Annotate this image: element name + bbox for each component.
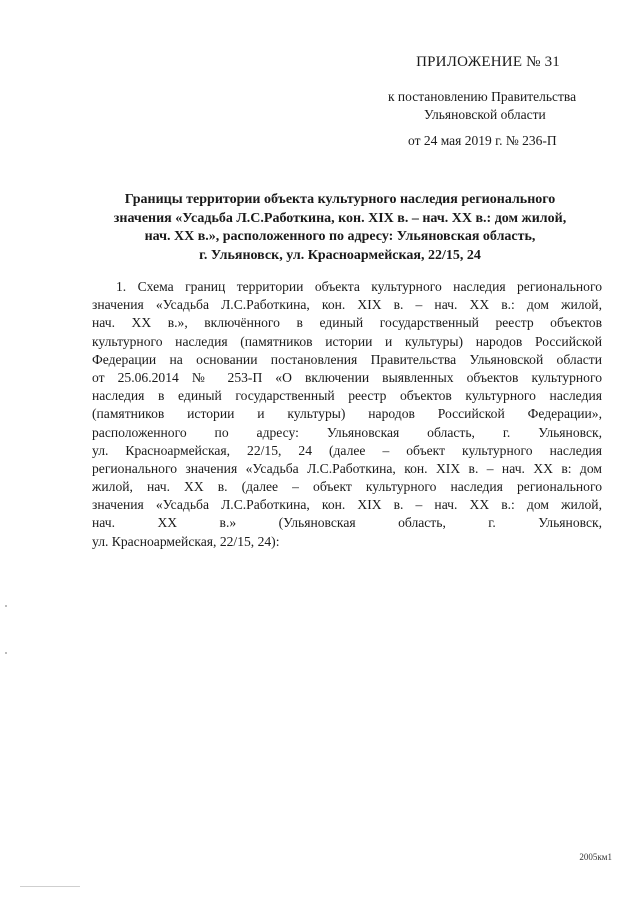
body-line-12: жилой, нач. XX в. (далее – объект культурного наследия регионального [92,479,602,495]
title-line-2: значения «Усадьба Л.С.Работкина, кон. XIX в. – нач. XX в.: дом жилой, [113,210,567,226]
scan-artifact-dot [5,605,7,607]
body-line-10: ул. Красноармейская, 22/15, 24 (далее – объект культурного наследия [92,442,602,458]
body-line-7: наследия в единый государственный реестр объектов культурного наследия [92,388,602,404]
body-paragraph [94,278,602,551]
body-line-2: значения «Усадьба Л.С.Работкина, кон. XIX в. – нач. XX в.: дом жилой, [92,297,602,313]
scan-artifact-line [20,886,80,887]
title-line-1: Границы территории объекта культурного наследия регионального [124,192,556,207]
body-line-14: нач. XX в.» (Ульяновская область, г. Ульяновск, [92,515,602,531]
body-line-3: нач. XX в.», включённого в единый государственный реестр объектов [92,315,602,331]
scan-artifact-dot [5,652,7,654]
body-line-8: (памятников истории и культуры) народов Российской Федерации», [92,406,602,422]
body-line-11: регионального значения «Усадьба Л.С.Работкина, кон. XIX в. – нач. XX в: дом [92,460,602,476]
document-title [70,191,610,265]
appendix-number: ПРИЛОЖЕНИЕ № 31 [416,54,560,70]
resolution-date-number: от 24 мая 2019 г. № 236-П [408,133,557,148]
footer-document-code: 2005км1 [579,852,612,862]
body-line-15: ул. Красноармейская, 22/15, 24): [92,533,280,549]
body-line-1: 1. Схема границ территории объекта культурного наследия регионального [116,279,602,294]
body-line-6: от 25.06.2014 № 253-П «О включении выявленных объектов культурного [92,369,602,385]
resolution-line-1: к постановлению Правительства [388,89,577,104]
resolution-line-2: Ульяновской области [424,107,546,122]
body-line-13: значения «Усадьба Л.С.Работкина, кон. XIX в. – нач. XX в.: дом жилой, [92,497,602,513]
body-line-5: Федерации на основании постановления Правительства Ульяновской области [92,351,602,367]
title-line-3: нач. XX в.», расположенного по адресу: Ульяновская область, [144,229,536,244]
body-line-4: культурного наследия (памятников истории и культуры) народов Российской [92,333,602,349]
resolution-reference [388,88,608,150]
title-line-4: г. Ульяновск, ул. Красноармейская, 22/15, 24 [199,247,481,263]
body-line-9: расположенного по адресу: Ульяновская область, г. Ульяновск, [92,424,602,440]
